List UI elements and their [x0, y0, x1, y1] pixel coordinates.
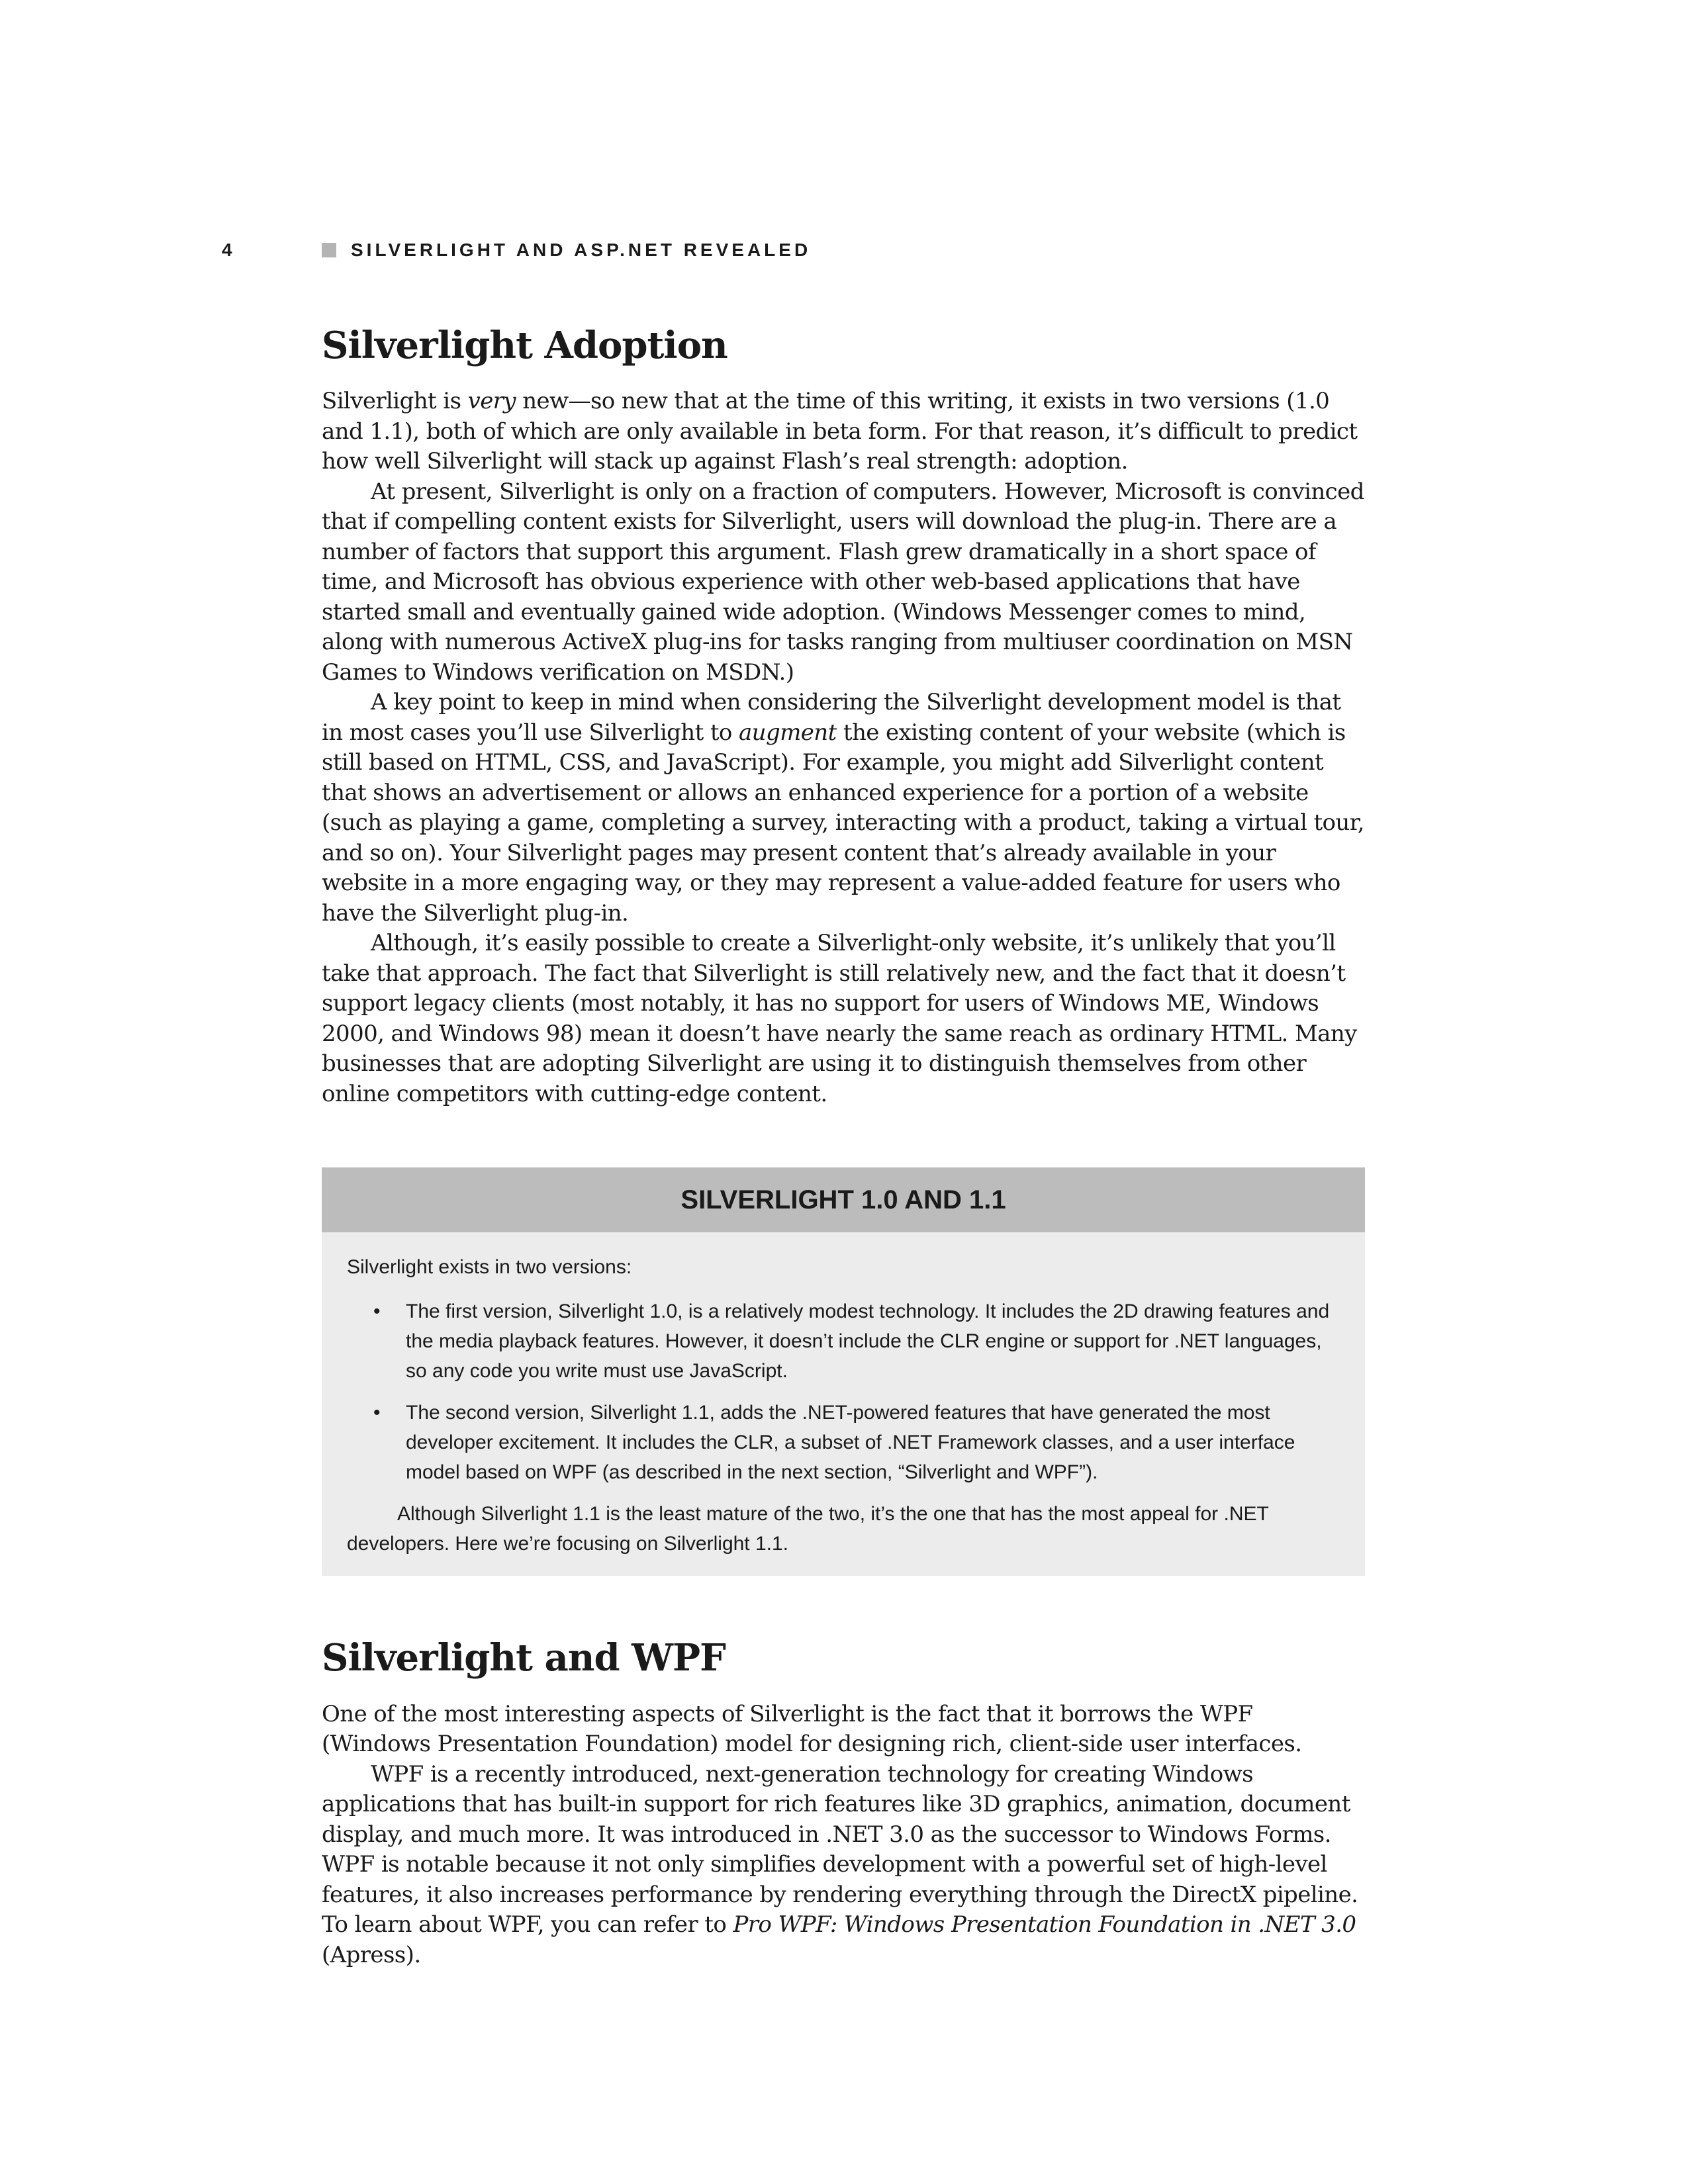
- running-head: [322, 240, 811, 261]
- running-head-title: SILVERLIGHT AND ASP.NET REVEALED: [351, 240, 812, 260]
- list-item: • The first version, Silverlight 1.0, is a relatively modest technology. It includes the 2D drawing features and the media playback features. However, it doesn’t include the CLR engine or support for .NET languages, so any code you write must use JavaScript.: [347, 1297, 1338, 1386]
- sidebar-title: SILVERLIGHT 1.0 AND 1.1: [322, 1167, 1365, 1232]
- list-item: • The second version, Silverlight 1.1, adds the .NET-powered features that have generated the most developer excitement. It includes the CLR, a subset of .NET Framework classes, and a user interface model based on WPF (as described in the next section, “Silverlight and WPF”).: [347, 1398, 1338, 1487]
- sidebar-closing: Although Silverlight 1.1 is the least mature of the two, it’s the one that has the most appeal for .NET developers. Here we’re focusing on Silverlight 1.1.: [347, 1503, 1269, 1555]
- paragraph: Although, it’s easily possible to create a Silverlight-only website, it’s unlikely that you’ll take that approach. The fact that Silverlight is still relatively new, and the fact that it doesn’t support legacy clients (most notably, it has no support for users of Windows ME, Windows 2000, and Windows 98) mean it doesn’t have nearly the same reach as ordinary HTML. Many businesses that are adopting Silverlight are using it to distinguish themselves from other online competitors with cutting-edge content.: [322, 930, 1357, 1107]
- running-head-square-icon: [322, 243, 336, 257]
- section-heading-silverlight-and-wpf: Silverlight and WPF: [322, 1636, 726, 1680]
- paragraph: At present, Silverlight is only on a fraction of computers. However, Microsoft is convinced that if compelling content exists for Silverlight, users will download the plug-in. There are a number of factors that support this argument. Flash grew dramatically in a short space of time, and Microsoft has obvious experience with other web-based applications that have started small and eventually gained wide adoption. (Windows Messenger comes to mind, along with numerous ActiveX plug-ins for tasks ranging from multiuser coordination on MSN Games to Windows verification on MSDN.): [322, 478, 1364, 686]
- paragraph: WPF is a recently introduced, next-generation technology for creating Windows applications that has built-in support for rich features like 3D graphics, animation, document display, and much more. It was introduced in .NET 3.0 as the successor to Windows Forms. WPF is notable because it not only simplifies development with a powerful set of high-level features, it also increases performance by rendering everything through the DirectX pipeline. To learn about WPF, you can refer to Pro WPF: Windows Presentation Foundation in .NET 3.0 (Apress).: [322, 1760, 1358, 1968]
- paragraph: One of the most interesting aspects of Silverlight is the fact that it borrows the WPF (Windows Presentation Foundation) model for designing rich, client-side user interfaces.: [322, 1700, 1302, 1758]
- sidebar-body: [322, 1232, 1365, 1576]
- section-heading-silverlight-adoption: Silverlight Adoption: [322, 324, 727, 367]
- paragraph: A key point to keep in mind when considering the Silverlight development model is that in most cases you’ll use Silverlight to augment the existing content of your website (which is still based on HTML, CSS, and JavaScript). For example, you might add Silverlight content that shows an advertisement or allows an enhanced experience for a portion of a website (such as playing a game, completing a survey, interacting with a product, taking a virtual tour, and so on). Your Silverlight pages may present content that’s already available in your website in a more engaging way, or they may represent a value-added feature for users who have the Silverlight plug-in.: [322, 689, 1364, 927]
- sidebar-box: [322, 1167, 1365, 1576]
- bullet-icon: •: [373, 1300, 381, 1323]
- page-number: 4: [222, 240, 233, 260]
- bullet-icon: •: [373, 1402, 381, 1424]
- section-silverlight-and-wpf: [322, 1637, 1365, 1970]
- sidebar-bullet-list: [347, 1297, 1338, 1487]
- page-content: [322, 324, 1365, 1970]
- sidebar-intro: Silverlight exists in two versions:: [347, 1256, 632, 1279]
- paragraph: Silverlight is very new—so new that at the time of this writing, it exists in two versions (1.0 and 1.1), both of which are only available in beta form. For that reason, it’s difficult to predict how well Silverlight will stack up against Flash’s real strength: adoption.: [322, 388, 1358, 475]
